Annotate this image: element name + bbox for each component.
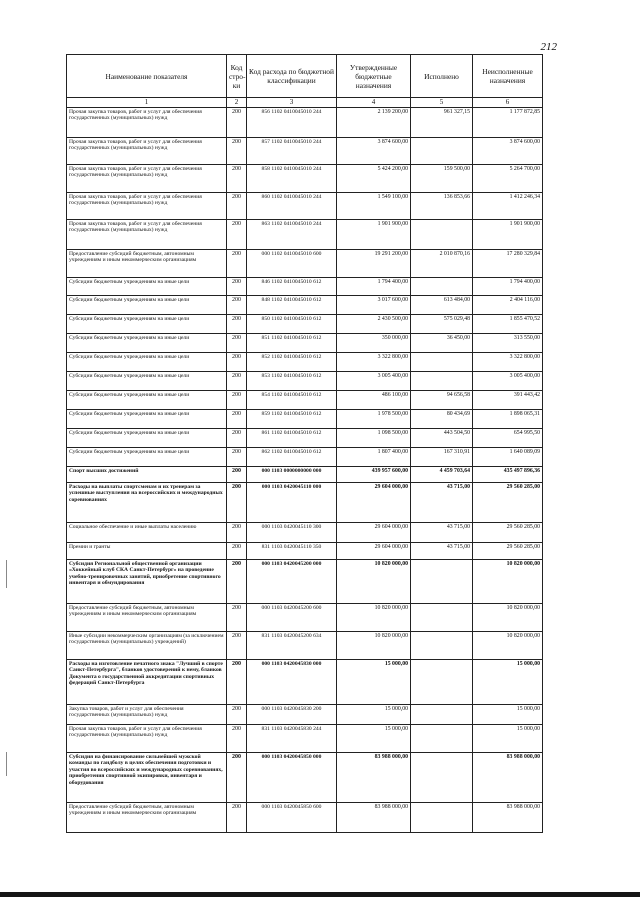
row-executed: 94 656,58	[411, 391, 473, 410]
row-unexecuted: 10 820 000,00	[473, 604, 543, 632]
row-name: Прочая закупка товаров, работ и услуг для обеспечения государственных (муниципальных) нужд	[67, 220, 227, 250]
row-line-code: 200	[227, 138, 247, 165]
budget-execution-table	[66, 54, 543, 833]
table-row	[67, 193, 543, 220]
row-executed	[411, 632, 473, 660]
row-approved: 3 322 800,00	[337, 353, 411, 372]
column-number: 1	[67, 98, 227, 108]
header-row	[67, 55, 543, 98]
row-unexecuted: 29 560 285,00	[473, 483, 543, 523]
row-approved: 1 978 500,00	[337, 410, 411, 429]
row-executed: 43 715,00	[411, 483, 473, 523]
row-line-code: 200	[227, 753, 247, 803]
column-number: 6	[473, 98, 543, 108]
table-row	[67, 138, 543, 165]
row-approved: 1 098 500,00	[337, 429, 411, 448]
row-approved: 439 957 600,00	[337, 467, 411, 483]
row-executed	[411, 353, 473, 372]
row-name: Премии и гранты	[67, 543, 227, 560]
row-name: Предоставление субсидий бюджетным, автономным учреждениям и иным некоммерческим организациям	[67, 604, 227, 632]
row-line-code: 200	[227, 705, 247, 725]
row-name: Прочая закупка товаров, работ и услуг для обеспечения государственных (муниципальных) нужд	[67, 193, 227, 220]
row-line-code: 200	[227, 429, 247, 448]
row-line-code: 200	[227, 448, 247, 467]
table-row	[67, 410, 543, 429]
column-number: 5	[411, 98, 473, 108]
row-executed: 961 327,15	[411, 108, 473, 138]
row-name: Прочая закупка товаров, работ и услуг для обеспечения государственных (муниципальных) нужд	[67, 725, 227, 753]
table-row	[67, 660, 543, 705]
row-name: Субсидии бюджетным учреждениям на иные цели	[67, 429, 227, 448]
table-body	[67, 108, 543, 833]
row-unexecuted: 3 322 800,00	[473, 353, 543, 372]
row-approved: 29 604 000,00	[337, 483, 411, 523]
row-name: Предоставление субсидий бюджетным, автономным учреждениям и иным некоммерческим организациям	[67, 250, 227, 278]
row-executed: 159 500,00	[411, 165, 473, 193]
row-name: Субсидии бюджетным учреждениям на иные цели	[67, 410, 227, 429]
row-executed: 36 450,00	[411, 334, 473, 353]
row-approved: 3 017 600,00	[337, 296, 411, 315]
table-row	[67, 353, 543, 372]
row-executed	[411, 372, 473, 391]
header-line-code: Код стро-ки	[227, 55, 247, 98]
row-executed	[411, 220, 473, 250]
row-name: Субсидии бюджетным учреждениям на иные цели	[67, 391, 227, 410]
row-unexecuted: 2 404 116,00	[473, 296, 543, 315]
row-name: Субсидии бюджетным учреждениям на иные цели	[67, 372, 227, 391]
row-line-code: 200	[227, 410, 247, 429]
table-row	[67, 220, 543, 250]
table-row	[67, 448, 543, 467]
row-approved: 1 807 400,00	[337, 448, 411, 467]
row-executed	[411, 660, 473, 705]
row-line-code: 200	[227, 165, 247, 193]
scan-margin-mark	[6, 560, 7, 588]
row-approved: 15 000,00	[337, 660, 411, 705]
row-class-code: 856 1102 0410045010 244	[247, 108, 337, 138]
table-row	[67, 753, 543, 803]
row-executed	[411, 560, 473, 604]
row-class-code: 000 1103 0420045830 000	[247, 660, 337, 705]
row-executed	[411, 803, 473, 833]
row-class-code: 000 1103 0420045200 000	[247, 560, 337, 604]
row-name: Закупка товаров, работ и услуг для обеспечения государственных (муниципальных) нужд	[67, 705, 227, 725]
table-row	[67, 604, 543, 632]
row-name: Прочая закупка товаров, работ и услуг для обеспечения государственных (муниципальных) нужд	[67, 108, 227, 138]
row-approved: 1 901 900,00	[337, 220, 411, 250]
row-executed: 4 459 703,64	[411, 467, 473, 483]
row-class-code: 861 1102 0410045010 612	[247, 429, 337, 448]
row-unexecuted: 313 550,00	[473, 334, 543, 353]
row-unexecuted: 5 264 700,00	[473, 165, 543, 193]
row-executed	[411, 705, 473, 725]
row-executed	[411, 138, 473, 165]
row-unexecuted: 1 177 872,85	[473, 108, 543, 138]
row-approved: 29 604 000,00	[337, 523, 411, 543]
row-approved: 19 291 200,00	[337, 250, 411, 278]
row-line-code: 200	[227, 660, 247, 705]
row-line-code: 200	[227, 560, 247, 604]
row-approved: 3 874 600,00	[337, 138, 411, 165]
column-number: 4	[337, 98, 411, 108]
row-line-code: 200	[227, 250, 247, 278]
row-line-code: 200	[227, 315, 247, 334]
row-line-code: 200	[227, 467, 247, 483]
column-number-row	[67, 98, 543, 108]
row-approved: 2 139 200,00	[337, 108, 411, 138]
table-row	[67, 560, 543, 604]
row-executed	[411, 278, 473, 296]
header-executed: Исполнено	[411, 55, 473, 98]
row-class-code: 848 1102 0410045010 612	[247, 296, 337, 315]
row-name: Субсидии бюджетным учреждениям на иные цели	[67, 296, 227, 315]
row-approved: 2 430 500,00	[337, 315, 411, 334]
table-row	[67, 334, 543, 353]
row-class-code: 000 1103 0420045110 300	[247, 523, 337, 543]
row-unexecuted: 391 443,42	[473, 391, 543, 410]
row-line-code: 200	[227, 334, 247, 353]
row-executed: 136 853,66	[411, 193, 473, 220]
header-unexecuted: Неисполненные назначения	[473, 55, 543, 98]
row-unexecuted: 29 560 285,00	[473, 543, 543, 560]
row-unexecuted: 83 988 000,00	[473, 753, 543, 803]
table-row	[67, 543, 543, 560]
row-class-code: 859 1102 0410045010 612	[247, 410, 337, 429]
row-approved: 15 000,00	[337, 725, 411, 753]
row-class-code: 857 1102 0410045010 244	[247, 138, 337, 165]
table-row	[67, 803, 543, 833]
row-name: Расходы на изготовление печатного знака "Лучший в спорте Санкт-Петербурга", бланков удостоверений к нему, бланков Документа о государственной аккредитации спортивных федераций Санкт-Петербурга	[67, 660, 227, 705]
row-approved: 486 100,00	[337, 391, 411, 410]
row-line-code: 200	[227, 725, 247, 753]
row-unexecuted: 435 497 896,36	[473, 467, 543, 483]
scan-edge-bar	[0, 892, 640, 897]
row-class-code: 854 1102 0410045010 612	[247, 391, 337, 410]
row-executed: 80 434,69	[411, 410, 473, 429]
row-line-code: 200	[227, 193, 247, 220]
table-row	[67, 705, 543, 725]
row-name: Субсидия на финансирование сильнейшей мужской команды по гандболу в целях обеспечения подготовки и участия во всероссийских и международных соревнованиях, приобретения спортивной экипировки, инвентаря и оборудования	[67, 753, 227, 803]
row-class-code: 000 1103 0420045850 600	[247, 803, 337, 833]
row-class-code: 862 1102 0410045010 612	[247, 448, 337, 467]
row-executed: 575 029,48	[411, 315, 473, 334]
table-row	[67, 278, 543, 296]
table-row	[67, 632, 543, 660]
row-name: Субсидии бюджетным учреждениям на иные цели	[67, 315, 227, 334]
row-approved: 10 820 000,00	[337, 632, 411, 660]
row-executed	[411, 725, 473, 753]
row-line-code: 200	[227, 108, 247, 138]
row-line-code: 200	[227, 296, 247, 315]
row-class-code: 831 1103 0420045830 244	[247, 725, 337, 753]
row-line-code: 200	[227, 483, 247, 523]
row-unexecuted: 83 988 000,00	[473, 803, 543, 833]
row-line-code: 200	[227, 803, 247, 833]
row-unexecuted: 3 874 600,00	[473, 138, 543, 165]
row-approved: 10 820 000,00	[337, 604, 411, 632]
row-executed: 2 010 870,16	[411, 250, 473, 278]
row-approved: 10 820 000,00	[337, 560, 411, 604]
row-name: Иные субсидии некоммерческим организациям (за исключением государственных (муниципальных) учреждений)	[67, 632, 227, 660]
header-class-code: Код расхода по бюджетной классификации	[247, 55, 337, 98]
row-line-code: 200	[227, 543, 247, 560]
row-approved: 83 988 000,00	[337, 753, 411, 803]
row-line-code: 200	[227, 372, 247, 391]
row-unexecuted: 1 898 065,31	[473, 410, 543, 429]
row-class-code: 000 1102 0410045010 600	[247, 250, 337, 278]
row-name: Расходы на выплаты спортсменам и их тренерам за успешные выступления на всероссийских и международных соревнованиях	[67, 483, 227, 523]
row-approved: 15 000,00	[337, 705, 411, 725]
row-approved: 3 005 400,00	[337, 372, 411, 391]
row-unexecuted: 1 640 089,09	[473, 448, 543, 467]
table-row	[67, 165, 543, 193]
row-unexecuted: 654 995,50	[473, 429, 543, 448]
table-row	[67, 315, 543, 334]
row-approved: 29 604 000,00	[337, 543, 411, 560]
row-approved: 350 000,00	[337, 334, 411, 353]
row-class-code: 853 1102 0410045010 612	[247, 372, 337, 391]
row-line-code: 200	[227, 523, 247, 543]
row-approved: 1 794 400,00	[337, 278, 411, 296]
row-line-code: 200	[227, 391, 247, 410]
row-unexecuted: 1 794 400,00	[473, 278, 543, 296]
column-number: 2	[227, 98, 247, 108]
row-unexecuted: 1 412 246,34	[473, 193, 543, 220]
row-unexecuted: 10 820 000,00	[473, 560, 543, 604]
row-approved: 83 988 000,00	[337, 803, 411, 833]
row-name: Субсидии бюджетным учреждениям на иные цели	[67, 353, 227, 372]
table-row	[67, 483, 543, 523]
row-name: Прочая закупка товаров, работ и услуг для обеспечения государственных (муниципальных) нужд	[67, 165, 227, 193]
row-class-code: 846 1102 0410045010 612	[247, 278, 337, 296]
row-class-code: 852 1102 0410045010 612	[247, 353, 337, 372]
table-row	[67, 523, 543, 543]
row-unexecuted: 29 560 285,00	[473, 523, 543, 543]
row-class-code: 831 1103 0420045200 634	[247, 632, 337, 660]
row-unexecuted: 1 901 900,00	[473, 220, 543, 250]
row-class-code: 000 1103 0420045850 000	[247, 753, 337, 803]
row-class-code: 000 1103 0420045200 600	[247, 604, 337, 632]
row-name: Спорт высших достижений	[67, 467, 227, 483]
row-unexecuted: 15 000,00	[473, 705, 543, 725]
row-unexecuted: 15 000,00	[473, 660, 543, 705]
row-name: Прочая закупка товаров, работ и услуг для обеспечения государственных (муниципальных) нужд	[67, 138, 227, 165]
row-approved: 1 549 100,00	[337, 193, 411, 220]
row-name: Предоставление субсидий бюджетным, автономным учреждениям и иным некоммерческим организациям	[67, 803, 227, 833]
row-line-code: 200	[227, 278, 247, 296]
row-line-code: 200	[227, 604, 247, 632]
row-class-code: 000 1103 0000000000 000	[247, 467, 337, 483]
row-executed: 613 484,00	[411, 296, 473, 315]
row-name: Субсидии бюджетным учреждениям на иные цели	[67, 334, 227, 353]
row-executed: 167 310,91	[411, 448, 473, 467]
row-executed: 443 504,50	[411, 429, 473, 448]
row-class-code: 850 1102 0410045010 612	[247, 315, 337, 334]
row-name: Субсидии бюджетным учреждениям на иные цели	[67, 448, 227, 467]
header-name: Наименование показателя	[67, 55, 227, 98]
row-executed: 43 715,00	[411, 523, 473, 543]
table-row	[67, 250, 543, 278]
row-line-code: 200	[227, 353, 247, 372]
row-class-code: 851 1102 0410045010 612	[247, 334, 337, 353]
scan-margin-mark	[6, 752, 7, 776]
table-row	[67, 108, 543, 138]
row-unexecuted: 3 005 400,00	[473, 372, 543, 391]
row-executed	[411, 604, 473, 632]
row-executed: 43 715,00	[411, 543, 473, 560]
row-name: Субсидия Региональной общественной организации «Хоккейный клуб СКА Санкт-Петербург» на проведение учебно-тренировочных занятий, приобретение спортивного инвентаря и обмундирования	[67, 560, 227, 604]
row-line-code: 200	[227, 220, 247, 250]
row-class-code: 858 1102 0410045010 244	[247, 165, 337, 193]
header-approved: Утвержденные бюджетные назначения	[337, 55, 411, 98]
row-name: Социальное обеспечение и иные выплаты населению	[67, 523, 227, 543]
page-number: 212	[540, 41, 557, 53]
row-executed	[411, 753, 473, 803]
table-row	[67, 391, 543, 410]
table-row	[67, 372, 543, 391]
row-class-code: 000 1103 0420045830 200	[247, 705, 337, 725]
row-name: Субсидии бюджетным учреждениям на иные цели	[67, 278, 227, 296]
table-row	[67, 296, 543, 315]
row-line-code: 200	[227, 632, 247, 660]
table-row	[67, 429, 543, 448]
row-unexecuted: 10 820 000,00	[473, 632, 543, 660]
row-class-code: 863 1102 0410045010 244	[247, 220, 337, 250]
row-unexecuted: 17 280 329,84	[473, 250, 543, 278]
row-unexecuted: 1 855 470,52	[473, 315, 543, 334]
table-row	[67, 725, 543, 753]
row-approved: 5 424 200,00	[337, 165, 411, 193]
row-class-code: 860 1102 0410045010 244	[247, 193, 337, 220]
column-number: 3	[247, 98, 337, 108]
row-unexecuted: 15 000,00	[473, 725, 543, 753]
table-row	[67, 467, 543, 483]
row-class-code: 000 1103 0420045110 000	[247, 483, 337, 523]
row-class-code: 831 1103 0420045110 350	[247, 543, 337, 560]
